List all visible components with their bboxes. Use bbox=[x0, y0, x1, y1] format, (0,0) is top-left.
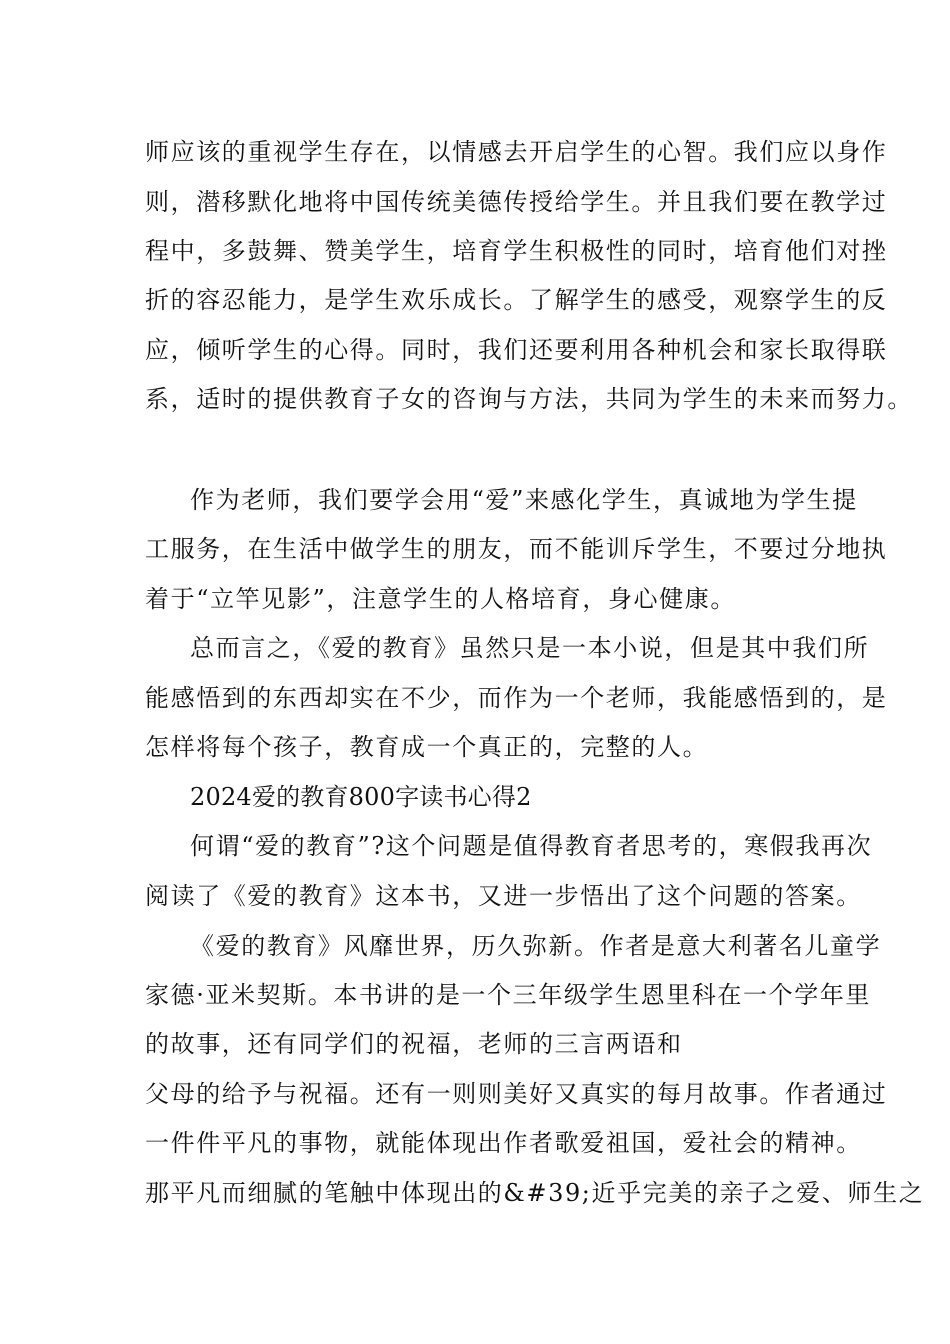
text-line: 怎样将每个孩子，教育成一个真正的，完整的人。 bbox=[145, 733, 709, 761]
text-line: 家德·亚米契斯。本书讲的是一个三年级学生恩里科在一个学年里 bbox=[145, 981, 872, 1009]
text-line: 作为老师，我们要学会用“爱”来感化学生，真诚地为学生提 bbox=[190, 486, 858, 514]
text-line: 何谓“爱的教育”?这个问题是值得教育者思考的，寒假我再次 bbox=[190, 832, 873, 860]
text-line: 一件件平凡的事物，就能体现出作者歌爱祖国，爱社会的精神。 bbox=[145, 1129, 862, 1157]
text-line: 系，适时的提供教育子女的咨询与方法，共同为学生的未来而努力。 bbox=[145, 385, 913, 413]
text-line: 那平凡而细腻的笔触中体现出的&#39;近乎完美的亲子之爱、师生之 bbox=[145, 1179, 925, 1207]
text-line: 能感悟到的东西却实在不少，而作为一个老师，我能感悟到的，是 bbox=[145, 684, 888, 712]
section-heading: 2024爱的教育800字读书心得2 bbox=[190, 783, 532, 811]
text-line: 程中，多鼓舞、赞美学生，培育学生积极性的同时，培育他们对挫 bbox=[145, 237, 888, 265]
text-line: 阅读了《爱的教育》这本书，又进一步悟出了这个问题的答案。 bbox=[145, 882, 862, 910]
text-line: 师应该的重视学生存在，以情感去开启学生的心智。我们应以身作 bbox=[145, 138, 888, 166]
text-line: 的故事，还有同学们的祝福，老师的三言两语和 bbox=[145, 1030, 683, 1058]
text-line: 父母的给予与祝福。还有一则则美好又真实的每月故事。作者通过 bbox=[145, 1080, 888, 1108]
text-line: 着于“立竿见影”，注意学生的人格培育，身心健康。 bbox=[145, 585, 736, 613]
text-line: 工服务，在生活中做学生的朋友，而不能训斥学生，不要过分地执 bbox=[145, 535, 888, 563]
text-line: 则，潜移默化地将中国传统美德传授给学生。并且我们要在教学过 bbox=[145, 188, 888, 216]
text-line: 《爱的教育》风靡世界，历久弥新。作者是意大利著名儿童学 bbox=[190, 932, 882, 960]
text-line: 折的容忍能力，是学生欢乐成长。了解学生的感受，观察学生的反 bbox=[145, 286, 888, 314]
text-line: 应，倾听学生的心得。同时，我们还要利用各种机会和家长取得联 bbox=[145, 336, 888, 364]
text-line: 总而言之，《爱的教育》虽然只是一本小说，但是其中我们所 bbox=[190, 634, 870, 662]
